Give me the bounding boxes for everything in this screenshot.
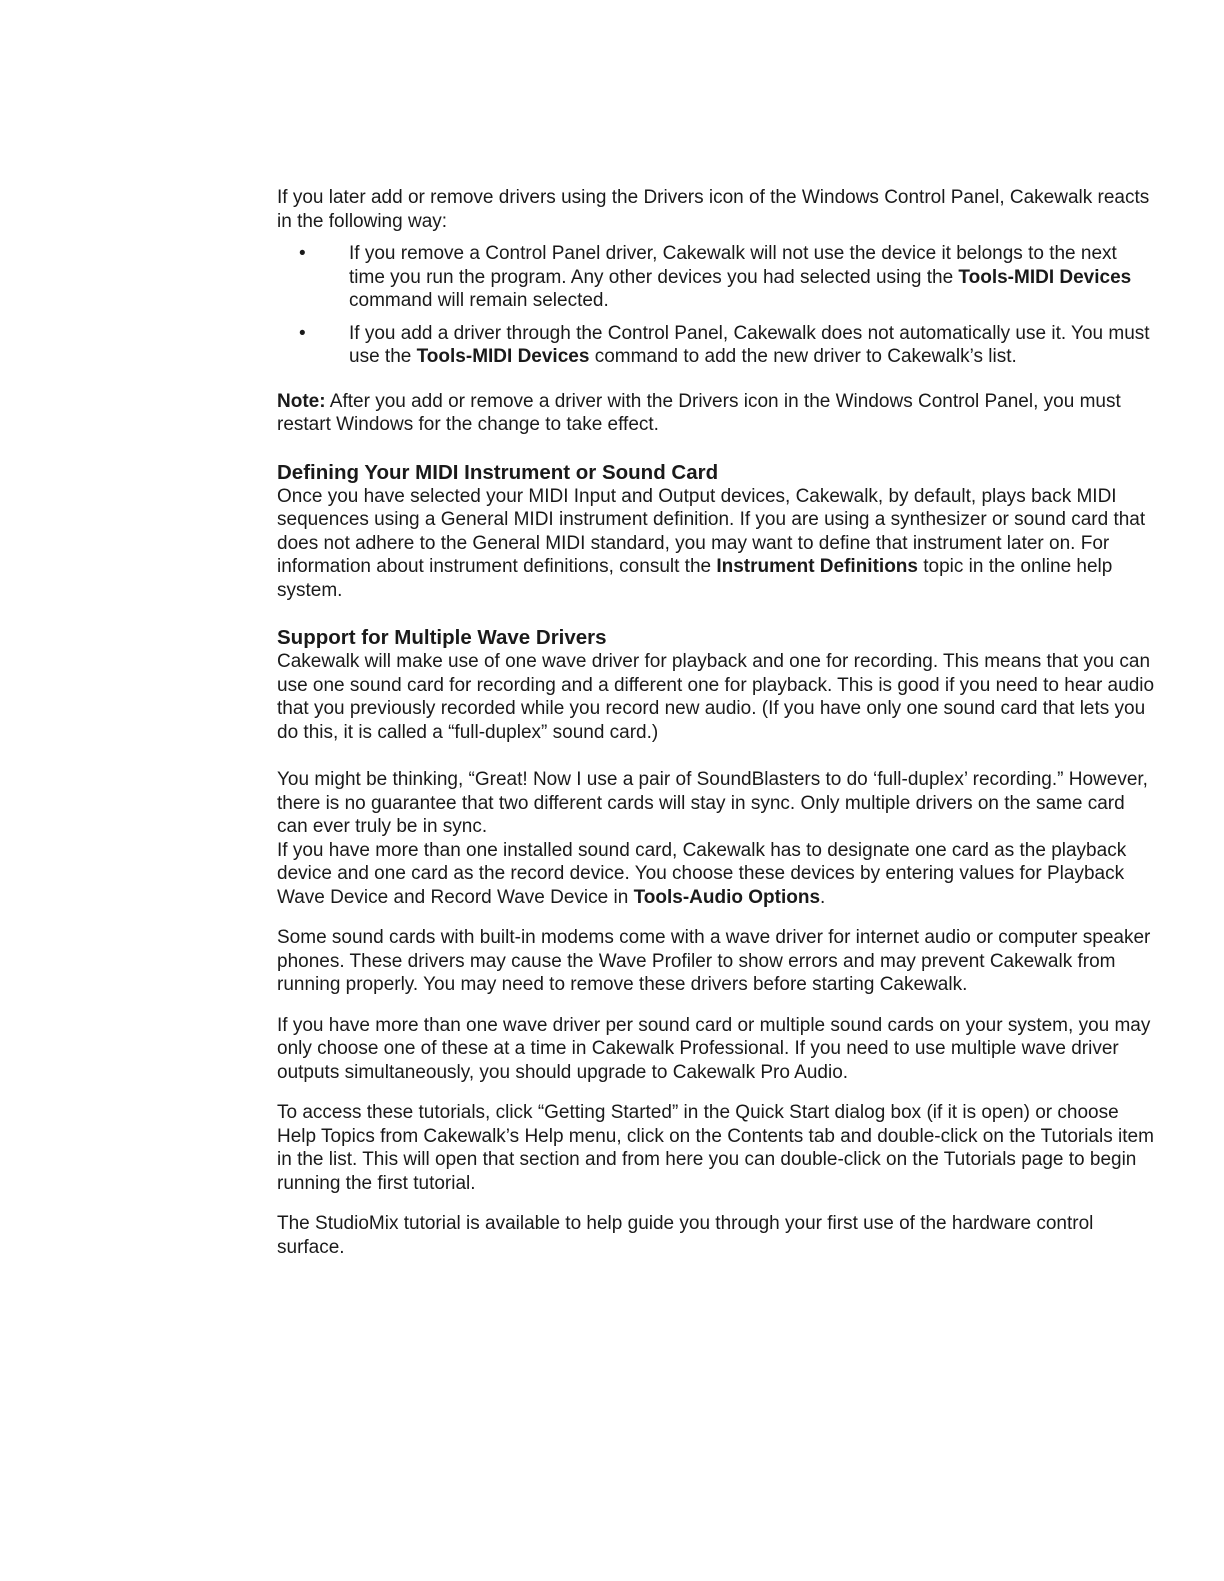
section-heading: Support for Multiple Wave Drivers xyxy=(277,626,607,649)
paragraph-text: If you have more than one installed sound card, Cakewalk has to designate one card as the playback device and one card as the record device. You choose these devices by entering values for Playback Wave Device and Record Wave Device in xyxy=(277,839,1127,908)
list-item xyxy=(277,322,1157,369)
paragraph-text: Once you have selected your MIDI Input and Output devices, Cakewalk, by default, plays back MIDI sequences using a General MIDI instrument definition. If you are using a synthesizer or sound card that does not adhere to the General MIDI standard, you may want to define that instrument later on. For information about instrument definitions, consult the xyxy=(277,485,1146,577)
paragraph-text-end: topic in the online help system. xyxy=(277,556,1113,601)
bullet-bold-command: Tools-MIDI Devices xyxy=(416,346,590,367)
section-heading: Defining Your MIDI Instrument or Sound Card xyxy=(277,460,719,484)
note-paragraph xyxy=(277,390,1157,437)
bullet-dot: • xyxy=(299,322,306,344)
paragraph-text-end: . xyxy=(820,886,826,908)
bullet-text-end: command to add the new driver to Cakewalk’s list. xyxy=(589,346,1017,367)
section-midi-instrument xyxy=(277,460,1157,603)
bullet-dot: • xyxy=(299,243,306,264)
paragraph-modems: Some sound cards with built-in modems come with a wave driver for internet audio or computer speaker phones. These drivers may cause the Wave Profiler to show errors and may prevent Cakewalk from running properly. You may need to remove these drivers before starting Cakewalk. xyxy=(277,927,1151,995)
document-page xyxy=(277,186,1157,1259)
bullet-text: If you remove a Control Panel driver, Cakewalk will not use the device it belongs to the next time you run the program. Any other devices you had selected using the xyxy=(349,243,1117,288)
paragraph-installed-cards xyxy=(277,839,1157,910)
paragraph-soundblasters: You might be thinking, “Great! Now I use a pair of SoundBlasters to do ‘full-duplex’ recording.” However, there is no guarantee that two different cards will stay in sync. Only multiple drivers on the same card can ever truly be in sync. xyxy=(277,769,1148,837)
paragraph-tutorials: To access these tutorials, click “Getting Started” in the Quick Start dialog box (if it is open) or choose Help Topics from Cakewalk’s Help menu, click on the Contents tab and double-click on the Tutorials item in the list. This will open that section and from here you can double-click on the Tutorials page to begin running the first tutorial. xyxy=(277,1102,1154,1194)
note-text: After you add or remove a driver with the Drivers icon in the Windows Control Panel, you must restart Windows for the change to take effect. xyxy=(277,390,1121,435)
bold-term: Tools-Audio Options xyxy=(633,886,821,908)
bullet-text-end: command will remain selected. xyxy=(349,290,609,311)
note-label: Note: xyxy=(277,390,326,412)
list-item xyxy=(277,242,1157,313)
bullet-text: If you add a driver through the Control Panel, Cakewalk does not automatically use it. You must use the xyxy=(349,322,1150,367)
bullet-bold-command: Tools-MIDI Devices xyxy=(958,266,1132,288)
paragraph-multiple-drivers: If you have more than one wave driver per sound card or multiple sound cards on your system, you may only choose one of these at a time in Cakewalk Professional. If you need to use multiple wave driver outputs simultaneously, you should upgrade to Cakewalk Pro Audio. xyxy=(277,1014,1151,1083)
paragraph-studiomix: The StudioMix tutorial is available to help guide you through your first use of the hardware control surface. xyxy=(277,1213,1094,1258)
section-paragraph xyxy=(277,485,1157,603)
section-multiple-wave-drivers xyxy=(277,625,1157,1259)
bullet-list xyxy=(277,242,1157,369)
intro-paragraph: If you later add or remove drivers using the Drivers icon of the Windows Control Panel, Cakewalk reacts in the following way: xyxy=(277,187,1150,232)
bold-term: Instrument Definitions xyxy=(716,556,918,577)
paragraph-wave-driver-usage: Cakewalk will make use of one wave driver for playback and one for recording. This means that you can use one sound card for recording and a different one for playback. This is good if you need to hear audio that you previously recorded while you record new audio. (If you have only one sound card that lets you do this, it is called a “full-duplex” sound card.) xyxy=(277,651,1155,743)
